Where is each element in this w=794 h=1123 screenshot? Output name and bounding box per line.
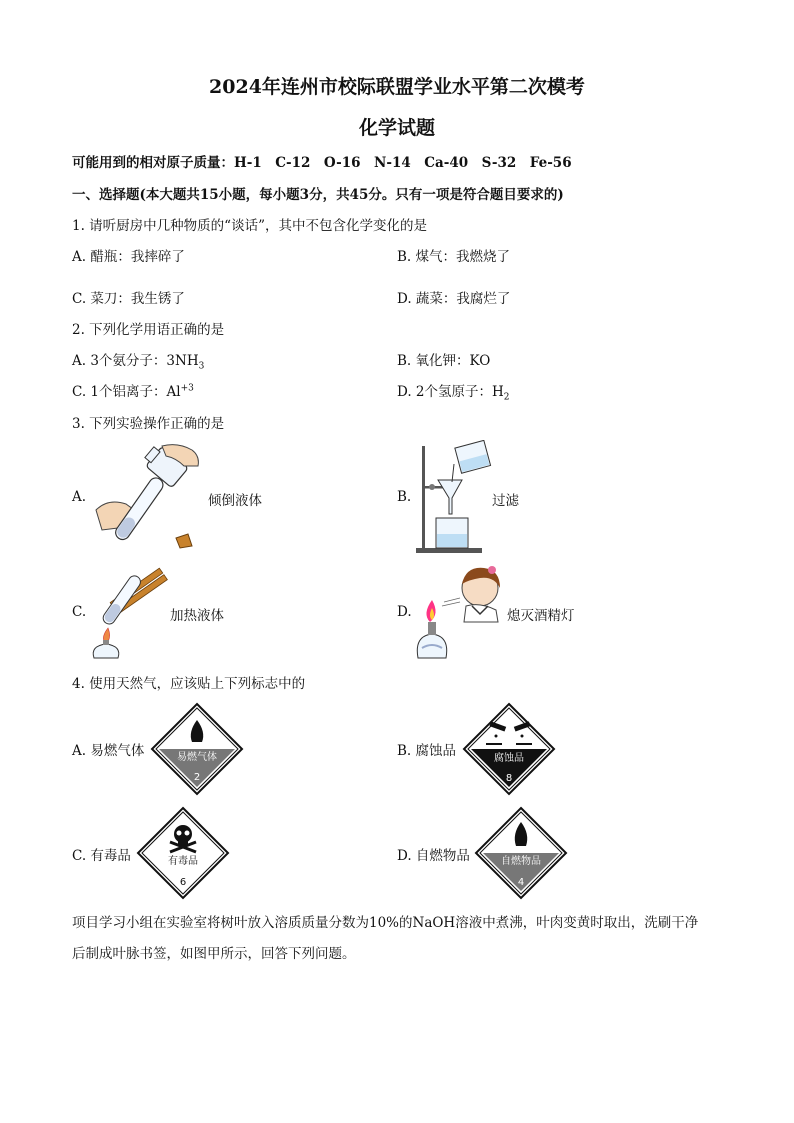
sign-d-number: 4 (517, 877, 525, 888)
q1-option-a: A. 醋瓶：我摔碎了 (72, 249, 185, 265)
sign-c-number: 6 (179, 877, 187, 888)
q1-option-c: C. 菜刀：我生锈了 (72, 291, 185, 307)
q1-option-d: D. 蔬菜：我腐烂了 (397, 291, 511, 307)
q2-option-b: B. 氧化钾：KO (397, 353, 491, 369)
exam-subtitle: 化学试题 (358, 117, 435, 139)
q1-option-b: B. 煤气：我燃烧了 (397, 249, 511, 265)
q4-option-d: D. 自燃物品 (397, 848, 470, 864)
sign-d-text: 自燃物品 (501, 856, 541, 867)
q4-option-b: B. 腐蚀品 (397, 743, 457, 759)
q2-d-sub: 2 (503, 392, 510, 403)
sign-a-text: 易燃气体 (177, 752, 217, 763)
atomic-masses: 可能用到的相对原子质量：H-1 C-12 O-16 N-14 Ca-40 S-32 Fe-56 (72, 155, 572, 171)
q3-option-d-letter: D. (397, 604, 412, 620)
q4-option-a: A. 易燃气体 (72, 743, 145, 759)
passage-line-2: 后制成叶脉书签，如图甲所示，回答下列问题。 (72, 946, 356, 962)
q2-c-sup: +3 (180, 383, 194, 394)
sign-a-number: 2 (193, 772, 201, 783)
blow-out-lamp-illustration (414, 562, 506, 664)
q1-stem: 1. 请听厨房中几种物质的“谈话”，其中不包含化学变化的是 (72, 218, 427, 234)
sign-c-text: 有毒品 (168, 856, 198, 867)
q3-option-b-letter: B. (397, 489, 412, 505)
q3-option-c-letter: C. (72, 604, 87, 620)
q3-option-a-label: 倾倒液体 (208, 493, 262, 509)
q2-a-sub: 3 (198, 361, 205, 372)
corrosive-sign (462, 702, 556, 796)
sign-b-number: 8 (505, 773, 513, 784)
q3-stem: 3. 下列实验操作正确的是 (72, 416, 225, 432)
q2-option-a (72, 349, 204, 372)
toxic-sign (136, 806, 230, 900)
q3-option-a-letter: A. (72, 489, 87, 505)
heat-liquid-illustration (90, 566, 170, 661)
passage-line-1: 项目学习小组在实验室将树叶放入溶质质量分数为10%的NaOH溶液中煮沸，叶肉变黄时取出，洗刷干净 (72, 915, 699, 931)
q3-option-d-label: 熄灭酒精灯 (507, 608, 575, 624)
sign-b-text: 腐蚀品 (494, 753, 524, 764)
q2-c-text: C. 1个铝离子：Al (72, 384, 181, 400)
q2-a-text: A. 3个氨分子：3NH (72, 353, 199, 369)
q3-option-c-label: 加热液体 (170, 608, 224, 624)
pour-liquid-illustration (92, 442, 207, 554)
q2-option-d (397, 380, 510, 403)
flammable-gas-sign (150, 702, 244, 796)
spontaneous-combustion-sign (474, 806, 568, 900)
filtration-illustration (412, 440, 492, 555)
q3-option-b-label: 过滤 (492, 493, 519, 509)
q2-stem: 2. 下列化学用语正确的是 (72, 322, 225, 338)
q4-option-c: C. 有毒品 (72, 848, 131, 864)
section-heading: 一、选择题(本大题共15小题，每小题3分，共45分。只有一项是符合题目要求的) (72, 187, 564, 203)
exam-title: 2024年连州市校际联盟学业水平第二次模考 (209, 76, 585, 98)
q2-option-c (72, 380, 194, 400)
q2-d-text: D. 2个氢原子：H (397, 384, 504, 400)
q4-stem: 4. 使用天然气，应该贴上下列标志中的 (72, 676, 306, 692)
